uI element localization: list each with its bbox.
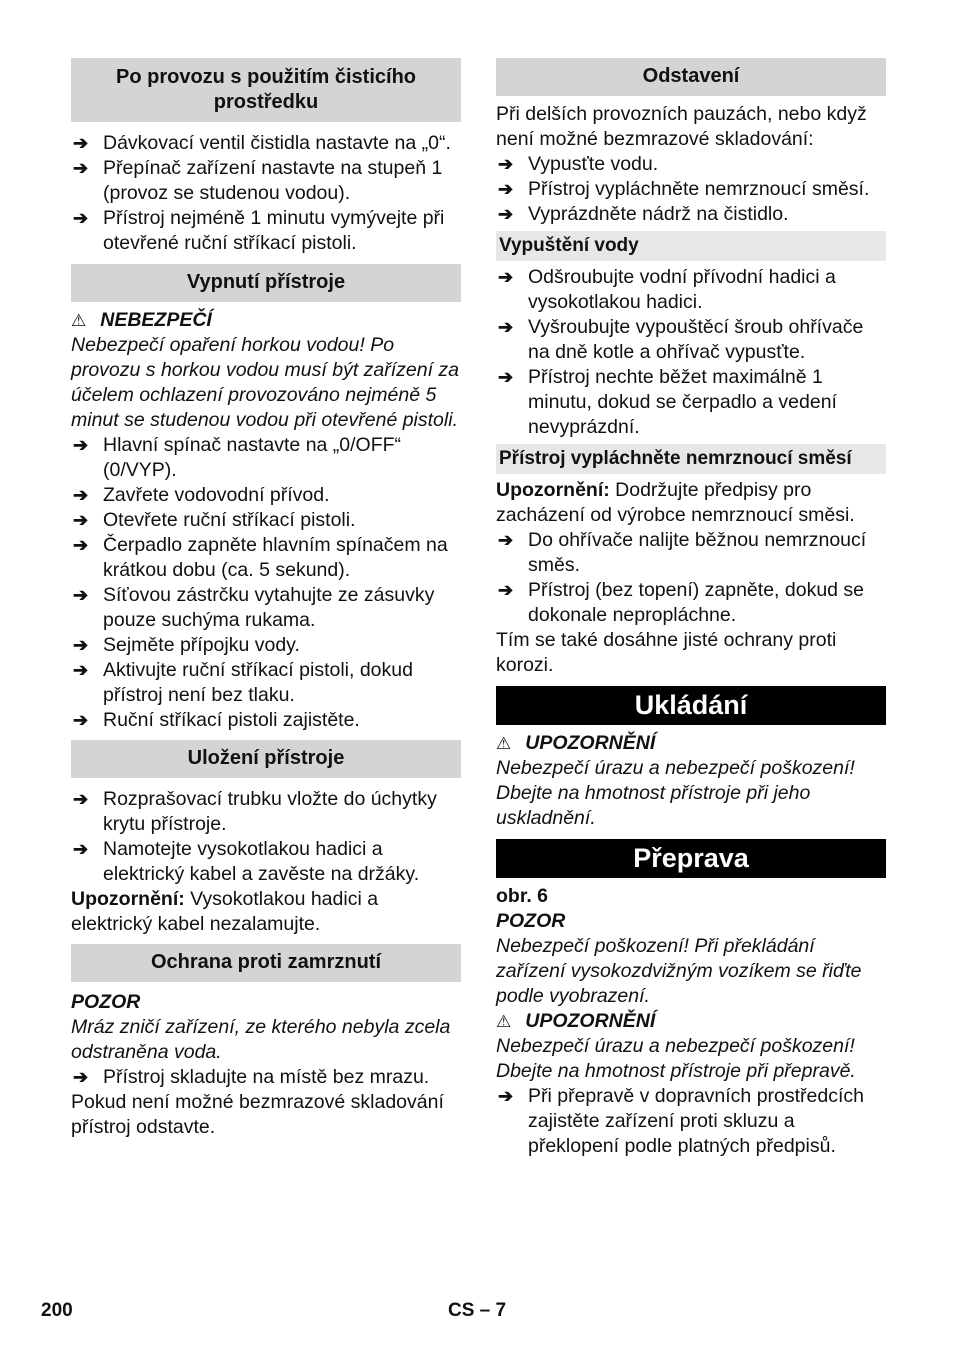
- subsection-heading: Přístroj vypláchněte nemrznoucí směsí: [496, 444, 886, 474]
- caution-text: Nebezpečí poškození! Při překládání zařízení vysokozdvižným vozíkem se řiďte podle vyobrazení.: [496, 935, 862, 1007]
- chapter-heading: Přeprava: [496, 839, 886, 878]
- paragraph: Při delších provozních pauzách, nebo když není možné bezmrazové skladování:: [496, 103, 867, 150]
- list-item: ➔ Namotejte vysokotlakou hadici a elektrický kabel a zavěste na držáky.: [73, 838, 420, 885]
- step-list: [496, 152, 886, 227]
- list-item: ➔ Vypusťte vodu.: [498, 153, 659, 175]
- paragraph: Tím se také dosáhne jisté ochrany proti korozi.: [496, 629, 837, 676]
- warning-icon: ⚠: [496, 734, 512, 753]
- arrow-icon: ➔: [73, 660, 89, 680]
- list-item: ➔ Ruční stříkací pistoli zajistěte.: [73, 709, 360, 731]
- arrow-icon: ➔: [498, 530, 514, 550]
- list-item: ➔ Vyprázdněte nádrž na čistidlo.: [498, 203, 789, 225]
- list-item: ➔ Zavřete vodovodní přívod.: [73, 484, 330, 506]
- warning-icon: ⚠: [496, 1012, 512, 1031]
- arrow-icon: ➔: [73, 535, 89, 555]
- arrow-icon: ➔: [73, 485, 89, 505]
- paragraph: Pokud není možné bezmrazové skladování přístroj odstavte.: [71, 1091, 444, 1138]
- arrow-icon: ➔: [73, 789, 89, 809]
- arrow-icon: ➔: [498, 204, 514, 224]
- arrow-icon: ➔: [73, 1067, 89, 1087]
- right-column: [496, 58, 886, 1159]
- list-item: ➔ Přístroj nejméně 1 minutu vymývejte při otevřené ruční stříkací pistoli.: [73, 207, 445, 254]
- section-heading: Ochrana proti zamrznutí: [71, 944, 461, 982]
- note-paragraph: Upozornění: Dodržujte předpisy pro zacházení od výrobce nemrznoucí směsi.: [496, 479, 855, 526]
- list-item: ➔ Přístroj vypláchněte nemrznoucí směsí.: [498, 178, 870, 200]
- list-item: ➔ Sejměte přípojku vody.: [73, 634, 300, 656]
- caution-label: POZOR: [71, 991, 141, 1013]
- page-number: 200: [41, 1300, 73, 1321]
- list-item: ➔ Přepínač zařízení nastavte na stupeň 1 (provoz se studenou vodou).: [73, 157, 443, 204]
- arrow-icon: ➔: [498, 580, 514, 600]
- section-heading: Uložení přístroje: [71, 740, 461, 778]
- list-item: ➔ Přístroj skladujte na místě bez mrazu.: [73, 1066, 430, 1088]
- section-heading: Odstavení: [496, 58, 886, 96]
- arrow-icon: ➔: [73, 839, 89, 859]
- list-item: ➔ Otevřete ruční stříkací pistoli.: [73, 509, 356, 531]
- arrow-icon: ➔: [498, 317, 514, 337]
- arrow-icon: ➔: [498, 179, 514, 199]
- arrow-icon: ➔: [498, 267, 514, 287]
- warning-text: Nebezpečí úrazu a nebezpečí poškození! Dbejte na hmotnost přístroje při jeho uskladnění.: [496, 757, 855, 829]
- arrow-icon: ➔: [73, 510, 89, 530]
- list-item: ➔ Odšroubujte vodní přívodní hadici a vysokotlakou hadici.: [498, 266, 836, 313]
- section-heading: Vypnutí přístroje: [71, 264, 461, 302]
- arrow-icon: ➔: [498, 154, 514, 174]
- list-item: ➔ Aktivujte ruční stříkací pistoli, dokud přístroj není bez tlaku.: [73, 659, 413, 706]
- arrow-icon: ➔: [498, 1086, 514, 1106]
- chapter-heading: Ukládání: [496, 686, 886, 725]
- arrow-icon: ➔: [73, 158, 89, 178]
- warning-label: ⚠ UPOZORNĚNÍ: [496, 732, 656, 754]
- section-heading: Po provozu s použitím čisticího prostředku: [71, 58, 461, 122]
- arrow-icon: ➔: [498, 367, 514, 387]
- list-item: ➔ Přístroj nechte běžet maximálně 1 minutu, dokud se čerpadlo a vedení nevyprázdní.: [498, 366, 837, 438]
- list-item: ➔ Dávkovací ventil čistidla nastavte na „0“.: [73, 132, 451, 154]
- arrow-icon: ➔: [73, 710, 89, 730]
- warning-text: Nebezpečí úrazu a nebezpečí poškození! Dbejte na hmotnost přístroje při přepravě.: [496, 1035, 856, 1082]
- arrow-icon: ➔: [73, 585, 89, 605]
- warning-label: ⚠ UPOZORNĚNÍ: [496, 1010, 656, 1032]
- list-item: ➔ Přístroj (bez topení) zapněte, dokud se dokonale nepropláchne.: [498, 579, 865, 626]
- note-paragraph: Upozornění: Vysokotlakou hadici a elektrický kabel nezalamujte.: [71, 888, 379, 935]
- warning-icon: ⚠: [71, 311, 87, 330]
- list-item: ➔ Čerpadlo zapněte hlavním spínačem na krátkou dobu (ca. 5 sekund).: [73, 534, 448, 581]
- list-item: ➔ Hlavní spínač nastavte na „0/OFF“ (0/VYP).: [73, 434, 402, 481]
- step-list: [71, 787, 461, 887]
- warning-text: Nebezpečí opaření horkou vodou! Po provozu s horkou vodou musí být zařízení za účelem ochlazení provozováno nejméně 5 minut se studenou vodou při otevřené pistoli.: [71, 334, 460, 431]
- left-column: [71, 58, 461, 1140]
- section-number: CS – 7: [448, 1300, 507, 1321]
- caution-label: POZOR: [496, 910, 566, 932]
- step-list: [496, 265, 886, 440]
- figure-reference: obr. 6: [496, 885, 549, 907]
- caution-text: Mráz zničí zařízení, ze kterého nebyla zcela odstraněna voda.: [71, 1016, 451, 1063]
- list-item: ➔ Síťovou zástrčku vytahujte ze zásuvky pouze suchýma rukama.: [73, 584, 435, 631]
- step-list: [71, 131, 461, 256]
- arrow-icon: ➔: [73, 208, 89, 228]
- arrow-icon: ➔: [73, 133, 89, 153]
- step-list: [71, 433, 461, 733]
- subsection-heading: Vypuštění vody: [496, 231, 886, 261]
- step-list: [496, 528, 886, 628]
- arrow-icon: ➔: [73, 635, 89, 655]
- list-item: ➔ Při přepravě v dopravních prostředcích zajistěte zařízení proti skluzu a překlopení podle platných předpisů.: [498, 1085, 864, 1157]
- list-item: ➔ Do ohřívače nalijte běžnou nemrznoucí směs.: [498, 529, 867, 576]
- arrow-icon: ➔: [73, 435, 89, 455]
- list-item: ➔ Rozprašovací trubku vložte do úchytky krytu přístroje.: [73, 788, 437, 835]
- warning-label: ⚠ NEBEZPEČÍ: [71, 309, 212, 331]
- list-item: ➔ Vyšroubujte vypouštěcí šroub ohřívače na dně kotle a ohřívač vypusťte.: [498, 316, 864, 363]
